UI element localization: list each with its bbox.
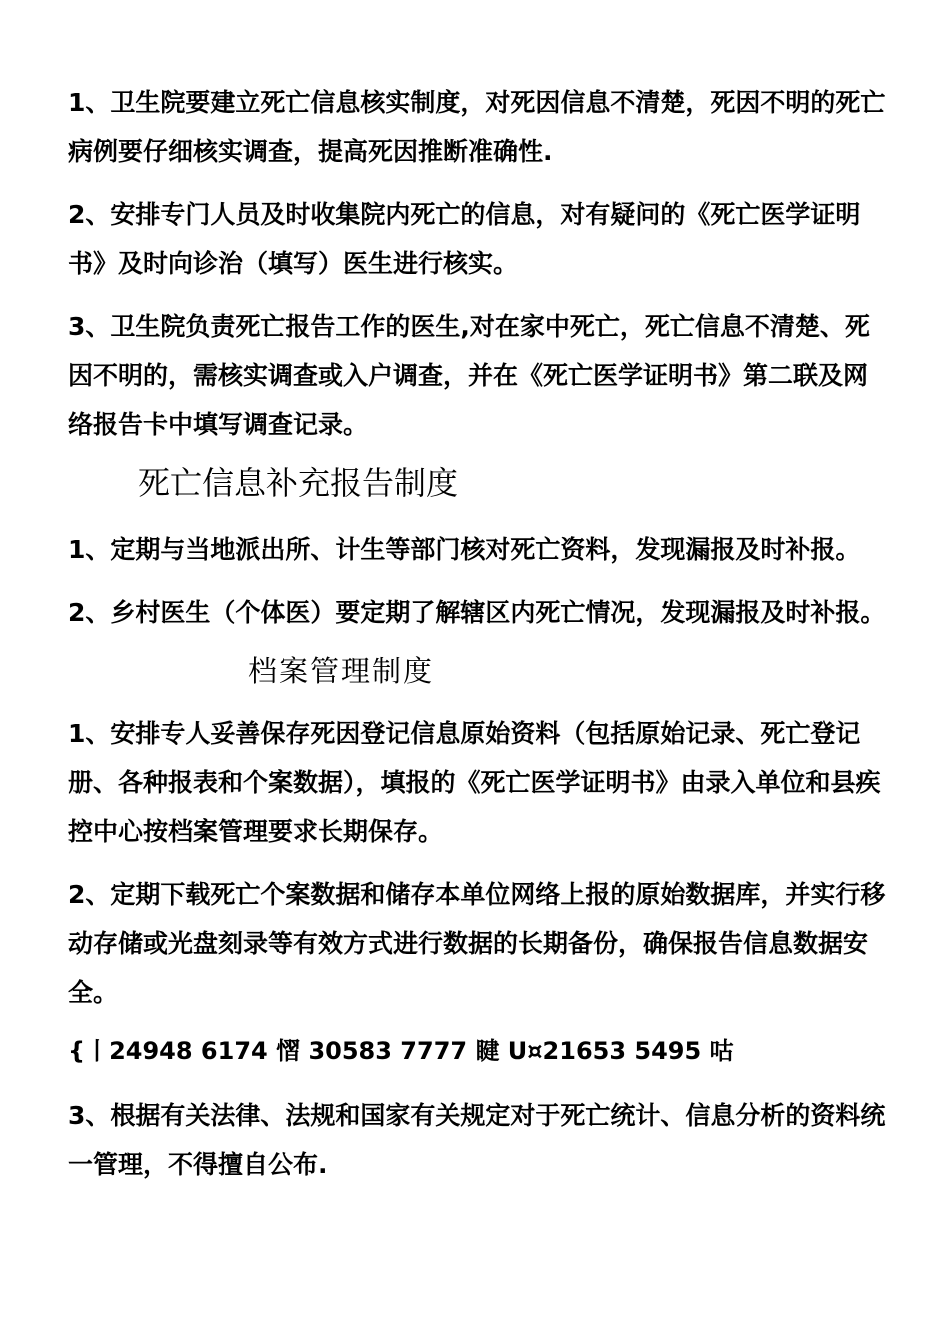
paragraph-verification-2: 2、安排专门人员及时收集院内死亡的信息，对有疑问的《死亡医学证明书》及时向诊治（填写）医生进行核实。: [68, 200, 861, 278]
section-title-supplementary-report: 死亡信息补充报告制度: [138, 464, 459, 502]
paragraph-archive-2: 2、定期下载死亡个案数据和储存本单位网络上报的原始数据库，并实行移动存储或光盘刻录等有效方式进行数据的长期备份，确保报告信息数据安全。: [68, 880, 886, 1007]
paragraph-supplementary-1: 1、定期与当地派出所、计生等部门核对死亡资料，发现漏报及时补报。: [68, 535, 861, 564]
paragraph-archive-1: 1、安排专人妥善保存死因登记信息原始资料（包括原始记录、死亡登记册、各种报表和个案数据），填报的《死亡医学证明书》由录入单位和县疾控中心按档案管理要求长期保存。: [68, 719, 881, 846]
paragraph-supplementary-2: 2、乡村医生（个体医）要定期了解辖区内死亡情况，发现漏报及时补报。: [68, 598, 886, 627]
paragraph-verification-1: 1、卫生院要建立死亡信息核实制度，对死因信息不清楚，死因不明的死亡病例要仔细核实调查，提高死因推断准确性.: [68, 88, 886, 166]
paragraph-archive-3: 3、根据有关法律、法规和国家有关规定对于死亡统计、信息分析的资料统一管理，不得擅自公布.: [68, 1101, 886, 1179]
garbled-text-line: {丨24948 6174 慴 30583 7777 睷 U¤21653 5495 咕: [68, 1037, 734, 1065]
section-title-archive-management: 档案管理制度: [248, 654, 435, 688]
document-page: [68, 78, 886, 1203]
paragraph-verification-3: 3、卫生院负责死亡报告工作的医生,对在家中死亡，死亡信息不清楚、死因不明的，需核实调查或入户调查，并在《死亡医学证明书》第二联及网络报告卡中填写调查记录。: [68, 312, 870, 439]
